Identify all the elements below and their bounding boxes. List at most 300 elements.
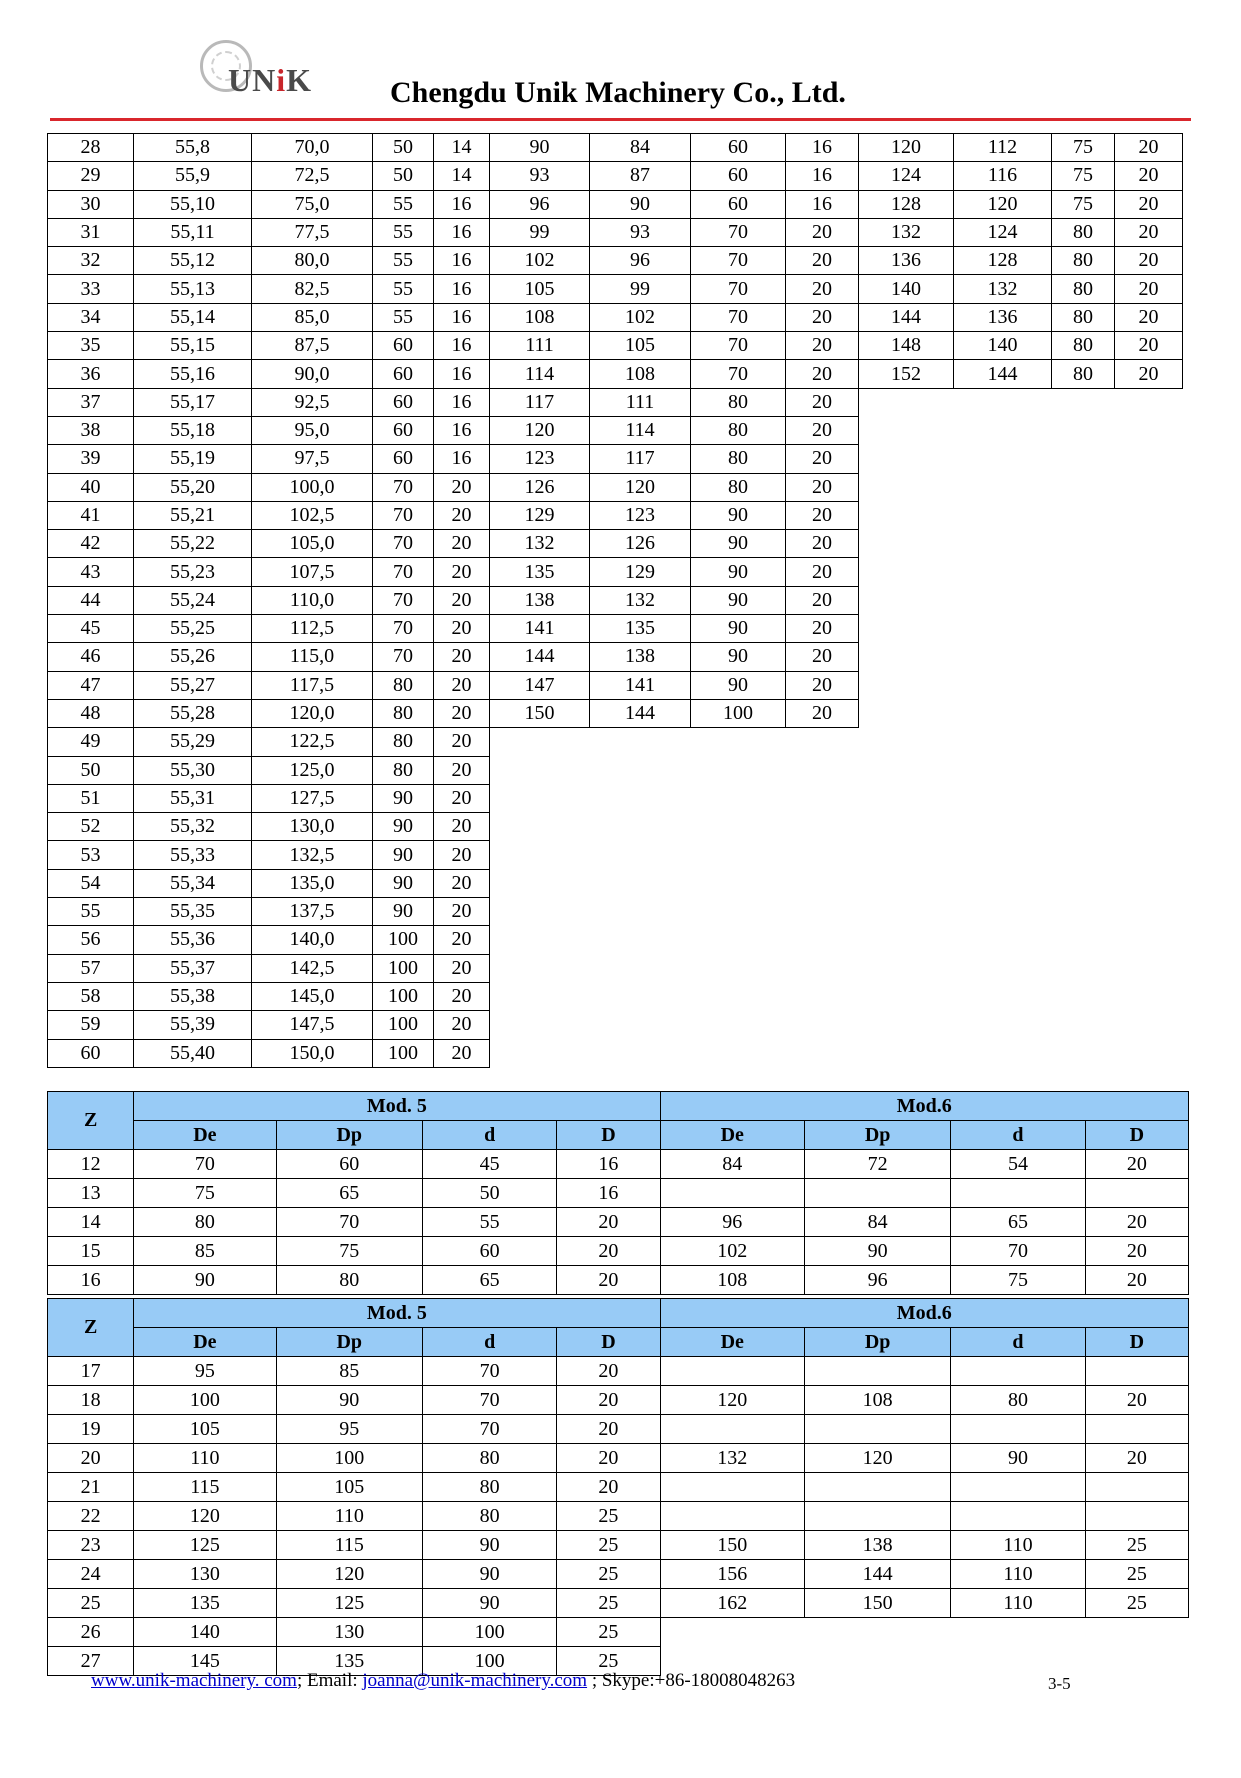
table-cell: 96 [660,1208,804,1237]
column-header: De [660,1121,804,1150]
table-cell: 145,0 [252,982,373,1010]
table-cell: 60 [373,445,434,473]
table-cell: 90 [422,1589,556,1618]
table-cell: 45 [422,1150,556,1179]
table-cell: 32 [48,247,134,275]
table-cell: 20 [434,671,490,699]
table-cell: 16 [557,1150,660,1179]
table-cell: 114 [590,416,691,444]
table-cell: 55,25 [134,615,252,643]
table-cell: 55,34 [134,869,252,897]
table-cell: 120 [804,1444,950,1473]
table-cell: 90 [691,558,786,586]
table-cell: 37 [48,388,134,416]
table-cell: 120 [590,473,691,501]
table-cell: 90,0 [252,360,373,388]
table-cell [1085,1473,1188,1502]
table-cell: 16 [786,190,859,218]
table-cell: 141 [490,615,590,643]
table-cell: 100 [691,699,786,727]
table-cell: 20 [1085,1266,1188,1295]
table-cell: 70 [373,615,434,643]
table-cell: 117 [590,445,691,473]
table-cell: 20 [786,360,859,388]
table-cell: 110,0 [252,586,373,614]
table-cell: 16 [434,360,490,388]
column-header: Dp [804,1328,950,1357]
table-cell: 60 [373,360,434,388]
table-cell: 43 [48,558,134,586]
table-cell: 70 [422,1415,556,1444]
table-cell: 25 [557,1618,660,1647]
table-row [48,898,1183,926]
table-cell: 110 [951,1560,1085,1589]
table-cell: 20 [1115,332,1183,360]
table-cell: 55,17 [134,388,252,416]
table-cell: 20 [1115,247,1183,275]
table-cell: 80 [373,671,434,699]
table-row [48,1150,1189,1179]
table-cell: 135,0 [252,869,373,897]
table-cell: 25 [1085,1589,1188,1618]
group-header-mod6: Mod.6 [660,1299,1188,1328]
table-cell: 111 [490,332,590,360]
table-cell: 70 [691,247,786,275]
table-cell: 70 [134,1150,276,1179]
table-cell: 147,5 [252,1011,373,1039]
table-row [48,530,1183,558]
table-cell: 20 [434,841,490,869]
table-cell: 90 [373,784,434,812]
table-cell: 55,16 [134,360,252,388]
table-row [48,1039,1183,1067]
table-cell: 80 [691,473,786,501]
table-cell: 132,5 [252,841,373,869]
table-cell: 58 [48,982,134,1010]
table-row [48,869,1183,897]
table-cell: 117,5 [252,671,373,699]
table-cell: 126 [590,530,691,558]
table-row [48,1357,1189,1386]
table-cell: 20 [786,275,859,303]
table-row [48,218,1183,246]
table-cell: 115,0 [252,643,373,671]
table-cell: 90 [691,671,786,699]
table-row [48,1237,1189,1266]
table-row [48,1011,1183,1039]
email-link[interactable]: joanna@unik-machinery.com [362,1670,588,1691]
table-cell: 100 [422,1647,556,1676]
table-cell: 54 [951,1150,1085,1179]
table-cell: 20 [786,586,859,614]
table-cell: 132 [660,1444,804,1473]
table-cell: 33 [48,275,134,303]
table-cell [1085,1357,1188,1386]
table-cell: 142,5 [252,954,373,982]
website-link[interactable]: www.unik-machinery. com [91,1670,297,1691]
table-cell: 20 [557,1208,660,1237]
table-cell: 96 [590,247,691,275]
table-cell: 80 [422,1502,556,1531]
table-cell: 112 [954,134,1052,162]
table-cell: 55,27 [134,671,252,699]
table-cell: 70 [373,530,434,558]
table-cell: 16 [434,332,490,360]
table-cell: 108 [590,360,691,388]
table-cell: 80 [1052,332,1115,360]
table-cell: 90 [691,530,786,558]
table-cell: 59 [48,1011,134,1039]
table-cell: 20 [786,388,859,416]
table-cell: 80 [1052,247,1115,275]
column-header: Dp [276,1121,422,1150]
table-cell: 80 [1052,303,1115,331]
table-cell: 20 [1085,1208,1188,1237]
table-cell: 138 [590,643,691,671]
table-cell: 105 [490,275,590,303]
table-cell: 36 [48,360,134,388]
table-row [48,558,1183,586]
table-row [48,501,1183,529]
table-cell: 100,0 [252,473,373,501]
table-cell: 49 [48,728,134,756]
table-cell: 20 [786,416,859,444]
table-cell: 45 [48,615,134,643]
table-row [48,1386,1189,1415]
table-cell: 20 [434,784,490,812]
table-row [48,275,1183,303]
table-row [48,1444,1189,1473]
table-cell: 20 [786,473,859,501]
table-cell: 15 [48,1237,134,1266]
table-cell: 17 [48,1357,134,1386]
table-cell: 124 [954,218,1052,246]
table-cell: 105 [590,332,691,360]
table-cell: 20 [786,445,859,473]
table-cell: 16 [557,1179,660,1208]
table-cell: 140 [859,275,954,303]
table-cell: 100 [373,954,434,982]
table-cell: 20 [786,643,859,671]
table-cell: 65 [951,1208,1085,1237]
table-row [48,671,1183,699]
table-cell: 141 [590,671,691,699]
table-cell: 20 [786,332,859,360]
mod5-mod6-table-1 [47,1091,1189,1295]
table-cell [660,1502,804,1531]
table-cell: 90 [373,869,434,897]
table-cell: 55,37 [134,954,252,982]
table-cell: 25 [557,1560,660,1589]
table-cell: 110 [951,1531,1085,1560]
company-logo [196,40,326,102]
table-cell: 25 [557,1647,660,1676]
table-cell [804,1415,950,1444]
table-cell: 90 [691,643,786,671]
table-cell: 42 [48,530,134,558]
table-cell: 105 [276,1473,422,1502]
table-cell: 19 [48,1415,134,1444]
table-cell: 136 [954,303,1052,331]
table-cell: 70 [373,643,434,671]
table-header-row [48,1121,1189,1150]
table-cell: 57 [48,954,134,982]
column-header: D [1085,1121,1188,1150]
table-header-row [48,1299,1189,1328]
table-cell: 70 [951,1237,1085,1266]
table-row [48,1473,1189,1502]
table-row [48,247,1183,275]
table-cell: 156 [660,1560,804,1589]
empty-cell [951,1618,1085,1647]
table-cell: 25 [557,1589,660,1618]
table-cell: 60 [691,190,786,218]
table-cell: 123 [490,445,590,473]
table-cell: 110 [134,1444,276,1473]
table-cell: 132 [590,586,691,614]
table-cell [951,1502,1085,1531]
table-cell: 84 [804,1208,950,1237]
table-cell: 129 [590,558,691,586]
table-cell: 84 [590,134,691,162]
table-cell: 90 [422,1560,556,1589]
table-cell: 16 [434,388,490,416]
table-cell: 21 [48,1473,134,1502]
table-cell: 132 [490,530,590,558]
table-cell: 20 [1115,303,1183,331]
table-cell: 20 [557,1357,660,1386]
table-cell: 120 [954,190,1052,218]
table-cell: 80 [373,756,434,784]
table-cell: 20 [1115,218,1183,246]
table-cell: 55,22 [134,530,252,558]
column-header-z: Z [48,1299,134,1357]
column-header: d [951,1121,1085,1150]
table-cell: 137,5 [252,898,373,926]
column-header: d [951,1328,1085,1357]
table-cell: 20 [434,473,490,501]
table-cell: 70 [373,586,434,614]
table-cell: 23 [48,1531,134,1560]
table-cell: 80 [691,388,786,416]
table-cell: 82,5 [252,275,373,303]
table-cell: 20 [786,615,859,643]
table-cell: 120 [490,416,590,444]
table-cell: 20 [434,558,490,586]
table-cell: 95,0 [252,416,373,444]
page-footer [91,1670,1191,1692]
table-row [48,1502,1189,1531]
mod5-mod6-table-2 [47,1298,1189,1676]
table-cell: 60 [373,332,434,360]
table-cell: 135 [490,558,590,586]
table-cell: 90 [276,1386,422,1415]
table-cell: 55,38 [134,982,252,1010]
table-cell: 60 [276,1150,422,1179]
email-label: ; Email: [296,1670,363,1691]
table-cell: 120,0 [252,699,373,727]
table-cell: 70 [422,1386,556,1415]
table-cell: 60 [373,416,434,444]
table-cell: 25 [557,1502,660,1531]
column-header: d [422,1121,556,1150]
table-cell: 125 [276,1589,422,1618]
table-cell: 70 [691,332,786,360]
table-cell: 75 [951,1266,1085,1295]
table-cell: 80 [1052,275,1115,303]
table-cell [660,1415,804,1444]
table-cell: 55,9 [134,162,252,190]
table-cell: 140 [954,332,1052,360]
table-cell: 102,5 [252,501,373,529]
table-cell: 144 [804,1560,950,1589]
table-cell: 147 [490,671,590,699]
table-cell: 87,5 [252,332,373,360]
table-cell: 20 [434,898,490,926]
table-cell: 20 [434,615,490,643]
table-header-row [48,1328,1189,1357]
table-cell: 80 [951,1386,1085,1415]
table-cell: 65 [276,1179,422,1208]
table-cell: 55,26 [134,643,252,671]
table-cell: 127,5 [252,784,373,812]
table-cell: 80 [1052,360,1115,388]
table-cell: 75 [1052,190,1115,218]
table-cell: 136 [859,247,954,275]
empty-cell [1085,1618,1188,1647]
table-cell: 55 [373,218,434,246]
table-cell: 56 [48,926,134,954]
table-cell: 16 [434,247,490,275]
table-cell: 50 [422,1179,556,1208]
table-cell: 100 [422,1618,556,1647]
table-cell: 125 [134,1531,276,1560]
table-cell: 102 [660,1237,804,1266]
table-cell: 99 [590,275,691,303]
column-header: D [1085,1328,1188,1357]
table-cell: 16 [434,303,490,331]
column-header: Dp [804,1121,950,1150]
table-cell: 130 [276,1618,422,1647]
table-cell: 20 [434,728,490,756]
table-cell: 122,5 [252,728,373,756]
table-row [48,473,1183,501]
table-cell: 20 [786,218,859,246]
table-cell: 100 [134,1386,276,1415]
table-cell: 95 [276,1415,422,1444]
table-cell: 55,10 [134,190,252,218]
table-cell: 107,5 [252,558,373,586]
column-header: d [422,1328,556,1357]
table-cell: 145 [134,1647,276,1676]
table-cell [804,1357,950,1386]
table-cell: 96 [804,1266,950,1295]
table-cell: 51 [48,784,134,812]
column-header: D [557,1121,660,1150]
empty-cell [804,1618,950,1647]
table-cell: 55,39 [134,1011,252,1039]
table-cell: 16 [434,218,490,246]
table-cell: 16 [786,162,859,190]
table-cell: 90 [951,1444,1085,1473]
table-cell: 150 [660,1531,804,1560]
table-cell: 138 [804,1531,950,1560]
table-cell [1085,1415,1188,1444]
table-cell: 150,0 [252,1039,373,1067]
table-cell: 85 [134,1237,276,1266]
table-cell: 135 [276,1647,422,1676]
table-row [48,134,1183,162]
table-cell: 55,32 [134,813,252,841]
table-cell: 55,35 [134,898,252,926]
table-cell: 55,8 [134,134,252,162]
table-cell: 90 [804,1237,950,1266]
table-cell: 20 [786,558,859,586]
table-cell: 108 [804,1386,950,1415]
table-cell: 55,12 [134,247,252,275]
table-cell: 144 [590,699,691,727]
table-cell: 95 [134,1357,276,1386]
table-cell: 27 [48,1647,134,1676]
table-cell: 20 [434,926,490,954]
table-cell: 25 [1085,1560,1188,1589]
table-cell: 34 [48,303,134,331]
table-cell: 54 [48,869,134,897]
table-cell: 128 [954,247,1052,275]
table-cell: 90 [134,1266,276,1295]
table-cell: 70 [373,473,434,501]
table-cell: 13 [48,1179,134,1208]
table-cell: 92,5 [252,388,373,416]
table-cell: 20 [434,699,490,727]
table-cell: 72 [804,1150,950,1179]
table-cell: 70 [373,558,434,586]
table-cell: 20 [1085,1150,1188,1179]
table-cell: 85,0 [252,303,373,331]
table-cell: 18 [48,1386,134,1415]
table-cell: 130,0 [252,813,373,841]
table-cell: 148 [859,332,954,360]
table-cell: 20 [48,1444,134,1473]
table-cell: 20 [434,1011,490,1039]
table-cell: 41 [48,501,134,529]
column-header: De [134,1121,276,1150]
table-cell: 20 [434,954,490,982]
table-cell: 14 [48,1208,134,1237]
table-cell: 44 [48,586,134,614]
table-cell: 75,0 [252,190,373,218]
table-cell: 55,21 [134,501,252,529]
table-cell: 80 [422,1473,556,1502]
table-cell: 150 [490,699,590,727]
table-cell: 70 [276,1208,422,1237]
table-cell: 90 [373,813,434,841]
table-cell: 20 [1115,275,1183,303]
table-cell: 105 [134,1415,276,1444]
table-cell: 20 [557,1444,660,1473]
table-cell: 99 [490,218,590,246]
table-row [48,1560,1189,1589]
column-header: De [660,1328,804,1357]
empty-cell [660,1618,804,1647]
table-cell: 102 [590,303,691,331]
table-cell: 55,15 [134,332,252,360]
table-cell: 162 [660,1589,804,1618]
table-row [48,1415,1189,1444]
table-cell: 50 [48,756,134,784]
table-cell: 20 [557,1237,660,1266]
table-cell [951,1179,1085,1208]
